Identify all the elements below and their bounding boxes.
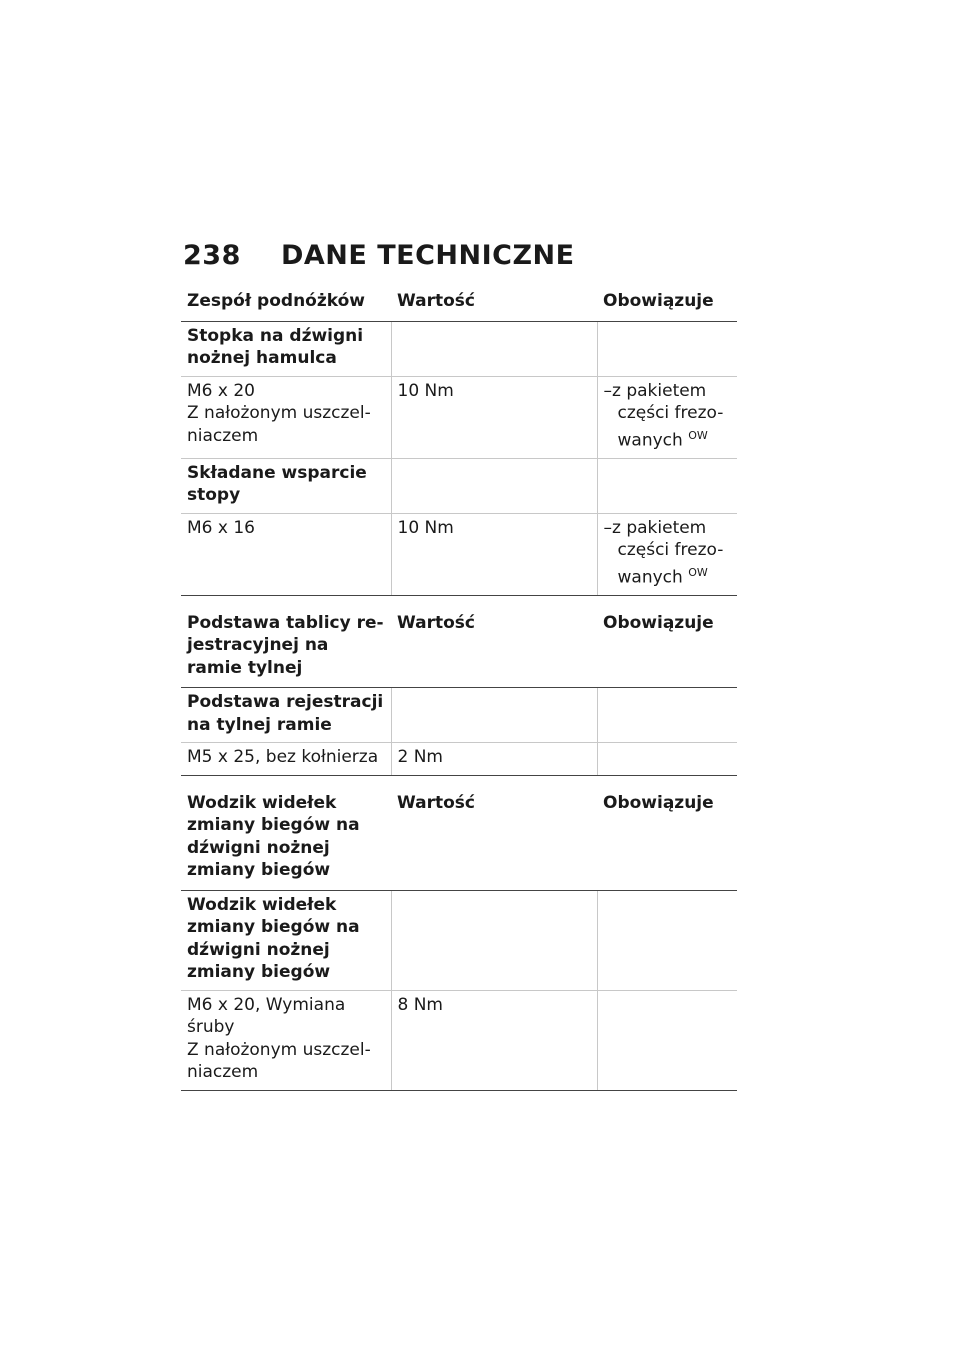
- empty-cell: [597, 743, 737, 776]
- fastener-note: Z nałożonym uszczel-niaczem: [187, 1039, 371, 1083]
- spec-content: [181, 290, 737, 1091]
- column-header-applies: Obowiązuje: [597, 792, 737, 891]
- condition-text: –z pakietem części frezo-wanych: [603, 380, 724, 451]
- empty-cell: [391, 890, 597, 990]
- fastener-note: Z nałożonym uszczel-niaczem: [187, 403, 371, 446]
- fastener-cell: [181, 376, 391, 458]
- section-row: [181, 458, 737, 513]
- section-row: [181, 688, 737, 743]
- page-number: 238: [183, 240, 241, 271]
- section-title: Składane wsparcie stopy: [181, 458, 391, 513]
- fastener-cell: [181, 990, 391, 1090]
- table-header-row: [181, 290, 737, 321]
- table-header-row: [181, 612, 737, 688]
- column-header-component: Zespół podnóżków: [181, 290, 391, 321]
- empty-cell: [597, 890, 737, 990]
- section-title: Podstawa rejestracji na tylnej ramie: [181, 688, 391, 743]
- spec-table-footrest: [181, 290, 737, 596]
- column-header-component: Podstawa tablicy re-jestracyjnej na ramie tylnej: [181, 612, 391, 688]
- column-header-applies: Obowiązuje: [597, 612, 737, 688]
- spec-table-shift-lever: [181, 792, 737, 1091]
- section-title: Stopka na dźwigni nożnej hamulca: [181, 321, 391, 376]
- table-row: [181, 743, 737, 776]
- section-title: Wodzik widełek zmiany biegów na dźwigni nożnej zmiany biegów: [181, 890, 391, 990]
- fastener-size: M5 x 25, bez kołnierza: [181, 743, 391, 776]
- condition-text: –z pakietem części frezo-wanych: [603, 517, 724, 588]
- column-header-value: Wartość: [391, 290, 597, 321]
- torque-value: 10 Nm: [391, 376, 597, 458]
- torque-value: 10 Nm: [391, 513, 597, 595]
- table-row: [181, 990, 737, 1090]
- table-row: [181, 376, 737, 458]
- empty-cell: [391, 321, 597, 376]
- fastener-size: M6 x 16: [181, 513, 391, 595]
- section-row: [181, 890, 737, 990]
- empty-cell: [597, 990, 737, 1090]
- spec-table-license-plate: [181, 612, 737, 776]
- empty-cell: [597, 458, 737, 513]
- fastener-size: M6 x 20, Wymiana śruby: [187, 994, 346, 1038]
- condition-code: OW: [688, 428, 708, 442]
- column-header-component: Wodzik widełek zmiany biegów na dźwigni nożnej zmiany biegów: [181, 792, 391, 891]
- page-header: [183, 240, 575, 271]
- torque-value: 2 Nm: [391, 743, 597, 776]
- empty-cell: [391, 688, 597, 743]
- empty-cell: [597, 321, 737, 376]
- chapter-title: DANE TECHNICZNE: [281, 240, 575, 271]
- condition-cell: [597, 376, 737, 458]
- table-row: [181, 513, 737, 595]
- condition-code: OW: [688, 565, 708, 579]
- column-header-value: Wartość: [391, 792, 597, 891]
- empty-cell: [597, 688, 737, 743]
- column-header-applies: Obowiązuje: [597, 290, 737, 321]
- empty-cell: [391, 458, 597, 513]
- torque-value: 8 Nm: [391, 990, 597, 1090]
- fastener-size: M6 x 20: [187, 380, 255, 401]
- column-header-value: Wartość: [391, 612, 597, 688]
- table-header-row: [181, 792, 737, 891]
- section-row: [181, 321, 737, 376]
- condition-cell: [597, 513, 737, 595]
